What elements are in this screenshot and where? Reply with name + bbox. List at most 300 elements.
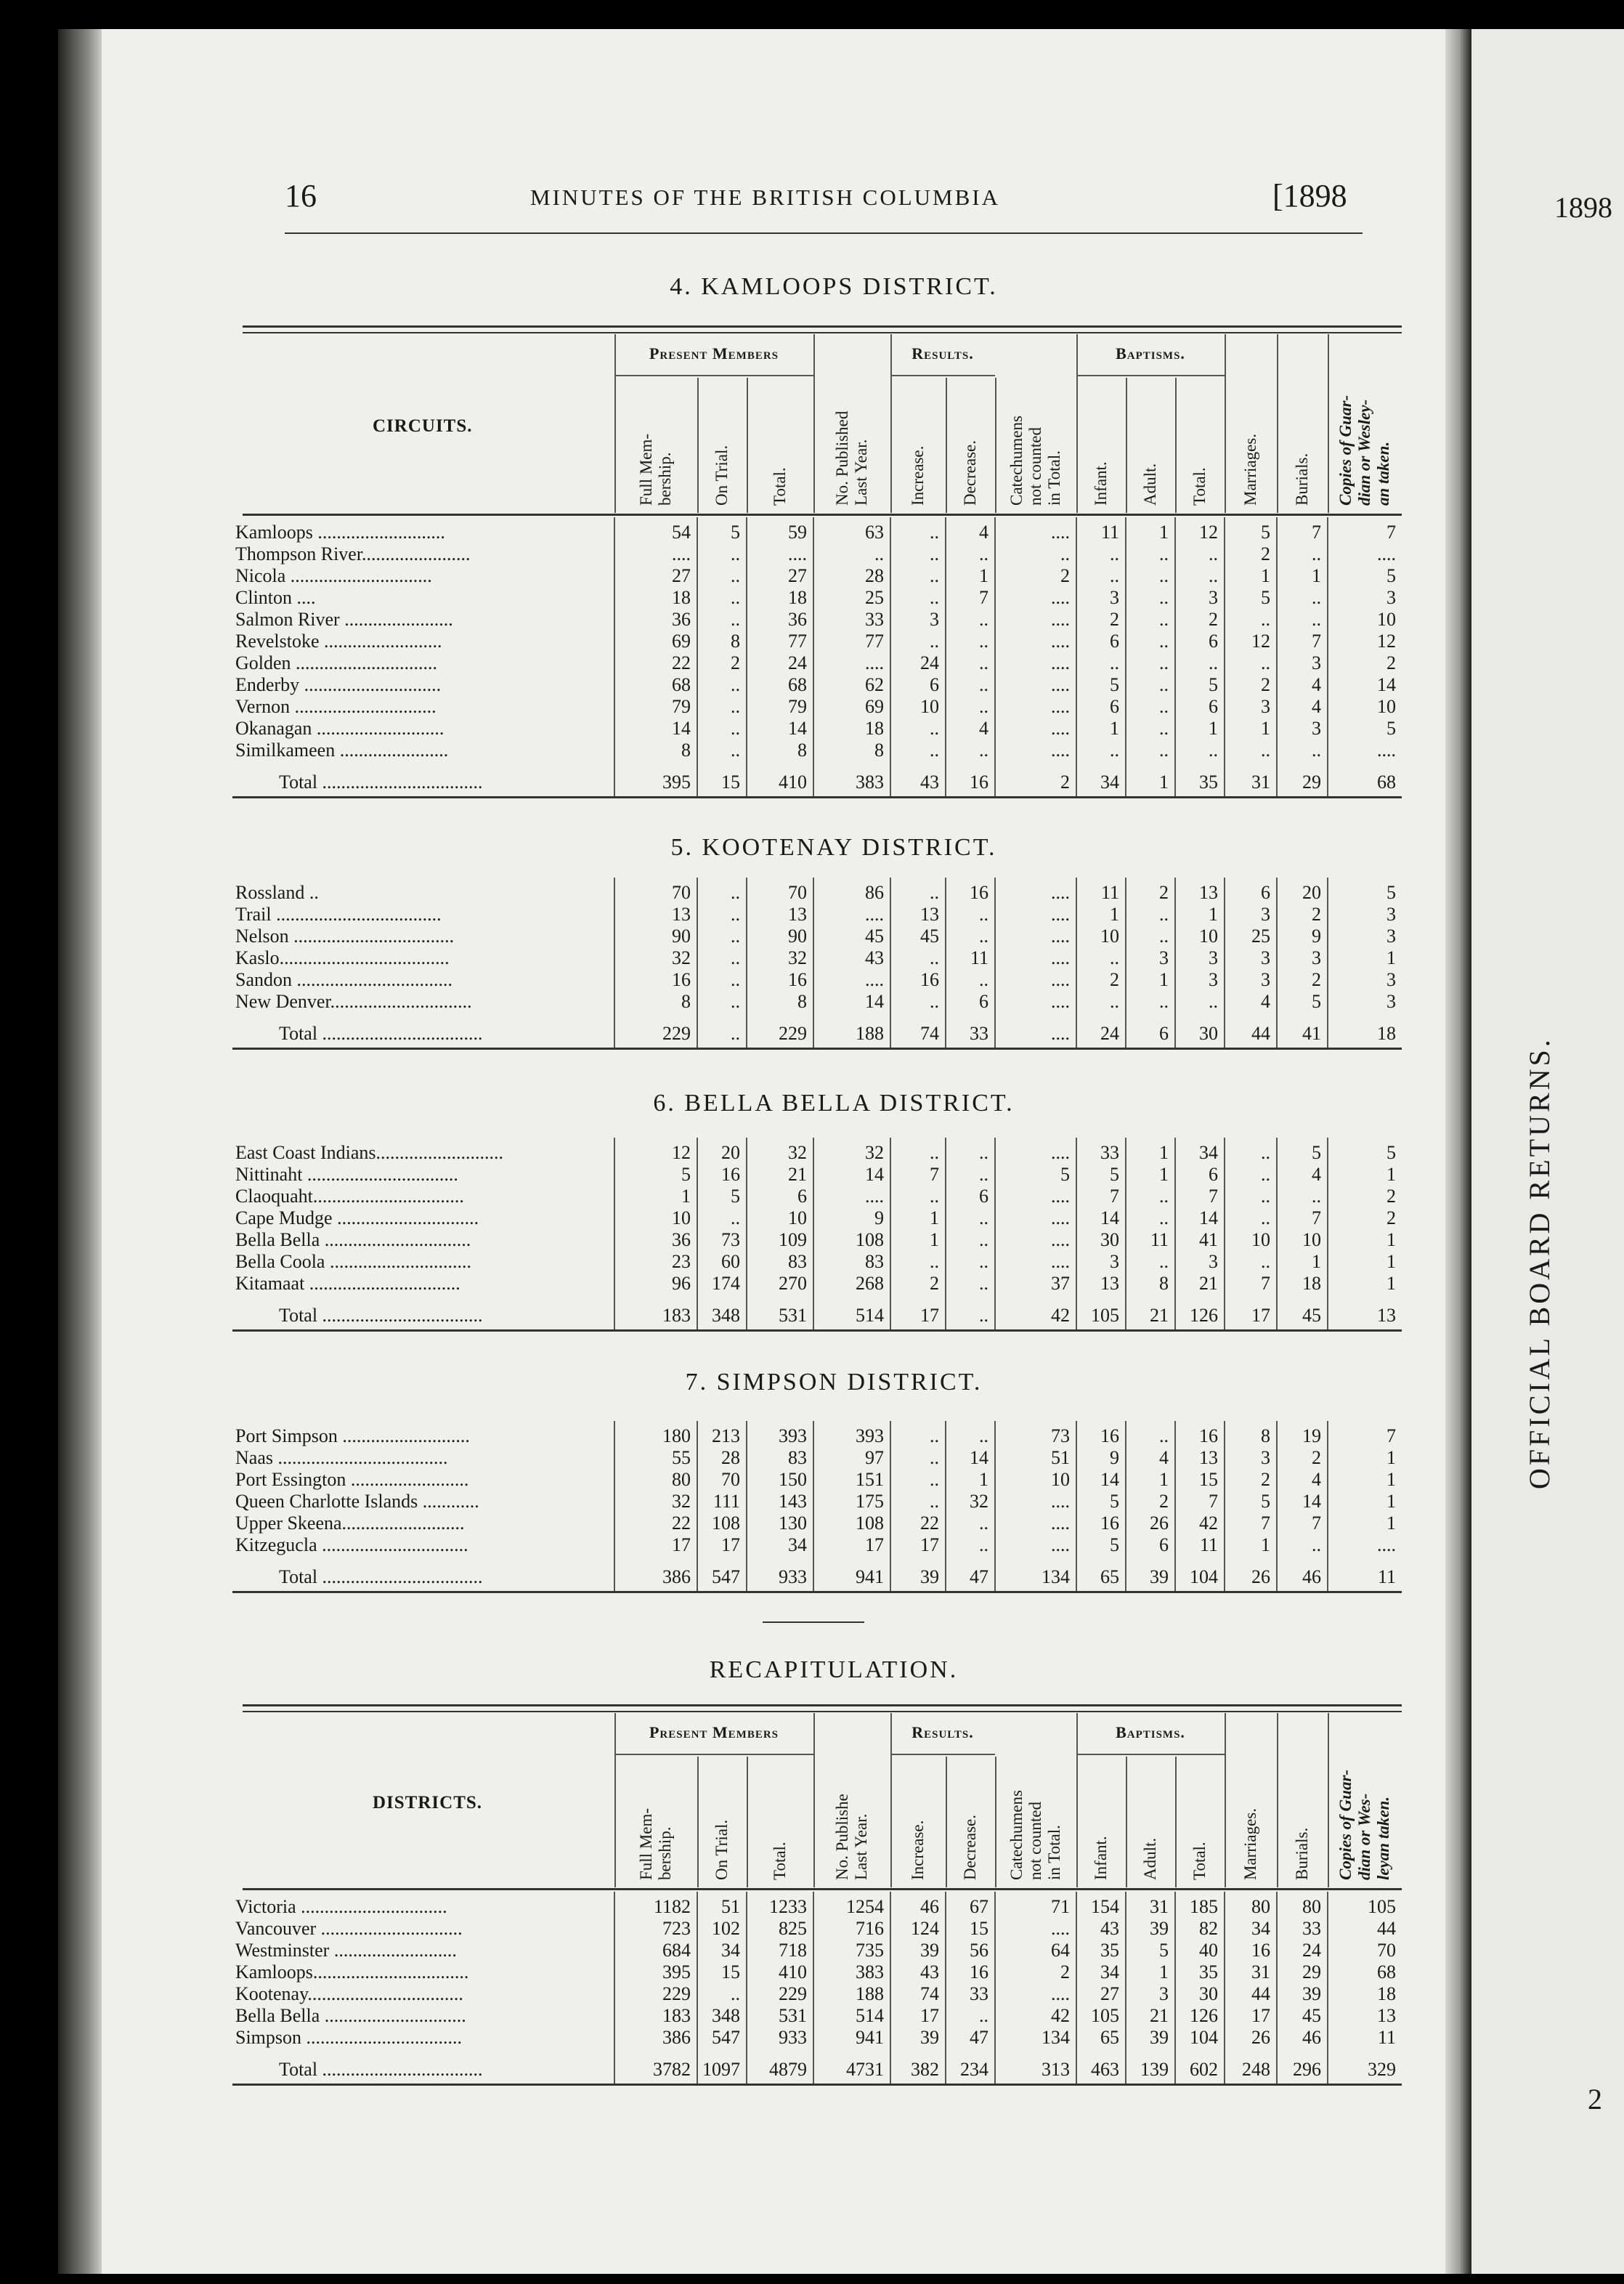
cell-value: 33 bbox=[1076, 1138, 1126, 1164]
cell-value: 83 bbox=[747, 1251, 813, 1273]
cell-value: 27 bbox=[614, 565, 697, 587]
cell-value: 154 bbox=[1076, 1892, 1126, 1918]
cell-value: 3 bbox=[1277, 652, 1328, 674]
cell-value: 39 bbox=[1126, 2027, 1175, 2049]
cell-value: 531 bbox=[747, 2005, 813, 2027]
total-label: Total .................................. bbox=[232, 2049, 614, 2085]
column-divider bbox=[946, 378, 947, 513]
row-name: Nicola .............................. bbox=[235, 565, 432, 586]
column-heading-text: Total. bbox=[771, 1842, 789, 1880]
cell-value: .. bbox=[890, 1251, 946, 1273]
cell-value: 23 bbox=[614, 1251, 697, 1273]
total-value: .. bbox=[697, 1013, 747, 1049]
cell-value: 11 bbox=[1328, 2027, 1402, 2049]
table-row bbox=[232, 1469, 1402, 1491]
cell-value: .... bbox=[995, 609, 1076, 631]
cell-value: .. bbox=[946, 1534, 995, 1556]
cell-value: .. bbox=[1126, 565, 1175, 587]
cell-value: 17 bbox=[890, 2005, 946, 2027]
cell-value: 11 bbox=[946, 947, 995, 969]
row-name: Nelson .................................. bbox=[235, 926, 455, 947]
cell-value: 39 bbox=[1277, 1983, 1328, 2005]
cell-value: 2 bbox=[1126, 1491, 1175, 1512]
cell-value: 1 bbox=[1126, 1469, 1175, 1491]
cell-value: 6 bbox=[1175, 696, 1225, 718]
total-value: 6 bbox=[1126, 1013, 1175, 1049]
cell-value: 105 bbox=[1076, 2005, 1126, 2027]
cell-value: 5 bbox=[1225, 587, 1277, 609]
cell-value: .... bbox=[813, 904, 890, 926]
row-name: East Coast Indians........................... bbox=[235, 1142, 504, 1163]
table-row bbox=[232, 1940, 1402, 1961]
cell-value: 6 bbox=[946, 1186, 995, 1207]
header-bottom-rule bbox=[243, 514, 1402, 516]
table-row bbox=[232, 1512, 1402, 1534]
cell-value: 5 bbox=[1225, 1491, 1277, 1512]
total-row bbox=[232, 1556, 1402, 1592]
cell-value: .. bbox=[890, 565, 946, 587]
column-divider bbox=[813, 1713, 815, 1887]
cell-value: 5 bbox=[697, 517, 747, 543]
cell-value: .. bbox=[890, 718, 946, 740]
cell-value: .. bbox=[1225, 1138, 1277, 1164]
cell-value: 2 bbox=[1175, 609, 1225, 631]
column-heading-text: Copies of Guar- dian or Wes- leyan taken. bbox=[1336, 1769, 1392, 1880]
cell-value: 5 bbox=[995, 1164, 1076, 1186]
cell-value: 30 bbox=[1076, 1229, 1126, 1251]
cell-value: 41 bbox=[1175, 1229, 1225, 1251]
cell-value: 213 bbox=[697, 1421, 747, 1447]
cell-value: 5 bbox=[1277, 1138, 1328, 1164]
cell-value: 941 bbox=[813, 2027, 890, 2049]
cell-value: 1 bbox=[946, 1469, 995, 1491]
cell-value: 1 bbox=[1076, 718, 1126, 740]
total-value: 933 bbox=[747, 1556, 813, 1592]
cell-value: .. bbox=[1126, 740, 1175, 761]
cell-value: 3 bbox=[1225, 969, 1277, 991]
cell-value: 3 bbox=[1175, 947, 1225, 969]
column-heading-text: On Trial. bbox=[712, 1819, 731, 1880]
total-value: 68 bbox=[1328, 761, 1402, 798]
cell-value: 33 bbox=[1277, 1918, 1328, 1940]
total-value: 46 bbox=[1277, 1556, 1328, 1592]
cell-value: 16 bbox=[946, 878, 995, 904]
cell-value: 32 bbox=[813, 1138, 890, 1164]
table-row bbox=[232, 1273, 1402, 1295]
column-heading-text: Adult. bbox=[1141, 463, 1159, 506]
row-name: Clinton .... bbox=[235, 587, 316, 608]
cell-value: 59 bbox=[747, 517, 813, 543]
group-heading: Results. bbox=[912, 1723, 974, 1741]
cell-value: 33 bbox=[946, 1983, 995, 2005]
cell-value: 5 bbox=[1225, 517, 1277, 543]
cell-value: 3 bbox=[1277, 718, 1328, 740]
cell-value: 1 bbox=[1328, 1164, 1402, 1186]
total-value: 1 bbox=[1126, 761, 1175, 798]
cell-value: .. bbox=[946, 740, 995, 761]
total-value: 26 bbox=[1225, 1556, 1277, 1592]
row-name: Vernon .............................. bbox=[235, 696, 437, 717]
row-name: Westminster .......................... bbox=[235, 1940, 457, 1961]
cell-value: .. bbox=[1225, 1207, 1277, 1229]
cell-value: .... bbox=[995, 1138, 1076, 1164]
cell-value: 8 bbox=[614, 991, 697, 1013]
cell-value: 32 bbox=[946, 1491, 995, 1512]
total-value: 44 bbox=[1225, 1013, 1277, 1049]
year: [1898 bbox=[1272, 178, 1347, 214]
cell-value: .. bbox=[697, 926, 747, 947]
cell-value: 70 bbox=[697, 1469, 747, 1491]
cell-value: 51 bbox=[697, 1892, 747, 1918]
total-value: 104 bbox=[1175, 1556, 1225, 1592]
group-heading-rule bbox=[614, 375, 813, 376]
column-divider bbox=[1175, 1757, 1177, 1887]
cell-value: .. bbox=[697, 696, 747, 718]
cell-value: 67 bbox=[946, 1892, 995, 1918]
total-value: 24 bbox=[1076, 1013, 1126, 1049]
cell-value: .. bbox=[1076, 740, 1126, 761]
cell-value: 3 bbox=[1225, 1447, 1277, 1469]
cell-value: 17 bbox=[813, 1534, 890, 1556]
column-divider bbox=[1175, 378, 1177, 513]
cell-value: .. bbox=[1225, 1164, 1277, 1186]
cell-value: 7 bbox=[1277, 1512, 1328, 1534]
total-value: 17 bbox=[1225, 1295, 1277, 1331]
cell-value: 27 bbox=[747, 565, 813, 587]
total-value: 4879 bbox=[747, 2049, 813, 2085]
cell-value: .. bbox=[995, 543, 1076, 565]
cell-value: 13 bbox=[1076, 1273, 1126, 1295]
row-name: Thompson River....................... bbox=[235, 543, 471, 564]
header-top-rule bbox=[243, 325, 1402, 333]
cell-value: 11 bbox=[1126, 1229, 1175, 1251]
column-divider bbox=[1126, 1757, 1127, 1887]
stats-table bbox=[232, 878, 1402, 1050]
cell-value: 7 bbox=[1277, 631, 1328, 652]
cell-value: 14 bbox=[1328, 674, 1402, 696]
cell-value: .... bbox=[995, 740, 1076, 761]
cell-value: 21 bbox=[1175, 1273, 1225, 1295]
row-name: Port Essington ......................... bbox=[235, 1469, 469, 1490]
cell-value: 8 bbox=[1126, 1273, 1175, 1295]
cell-value: 44 bbox=[1328, 1918, 1402, 1940]
cell-value: 43 bbox=[890, 1961, 946, 1983]
total-value: 17 bbox=[890, 1295, 946, 1331]
cell-value: 18 bbox=[1328, 1983, 1402, 2005]
cell-value: 6 bbox=[1076, 696, 1126, 718]
cell-value: 36 bbox=[747, 609, 813, 631]
total-value: 30 bbox=[1175, 1013, 1225, 1049]
cell-value: .. bbox=[1175, 543, 1225, 565]
row-name: Kitzegucla ............................... bbox=[235, 1534, 468, 1555]
cell-value: 13 bbox=[747, 904, 813, 926]
table-row bbox=[232, 740, 1402, 761]
section-title-kamloops: 4. KAMLOOPS DISTRICT. bbox=[670, 273, 998, 300]
cell-value: 34 bbox=[1076, 1961, 1126, 1983]
total-value: 183 bbox=[614, 1295, 697, 1331]
cell-value: .. bbox=[890, 1421, 946, 1447]
cell-value: 90 bbox=[614, 926, 697, 947]
cell-value: 1 bbox=[1328, 1251, 1402, 1273]
cell-value: 6 bbox=[1175, 1164, 1225, 1186]
cell-value: 37 bbox=[995, 1273, 1076, 1295]
table-row bbox=[232, 1229, 1402, 1251]
cell-value: 3 bbox=[1225, 947, 1277, 969]
cell-value: 69 bbox=[614, 631, 697, 652]
cell-value: .. bbox=[1076, 652, 1126, 674]
cell-value: 1 bbox=[1277, 1251, 1328, 1273]
total-value: 74 bbox=[890, 1013, 946, 1049]
table-row bbox=[232, 609, 1402, 631]
column-heading-text: Full Mem- bership. bbox=[637, 1807, 674, 1880]
cell-value: 105 bbox=[1328, 1892, 1402, 1918]
first-column-heading: DISTRICTS. bbox=[373, 1793, 483, 1813]
total-value: 3782 bbox=[614, 2049, 697, 2085]
table-row bbox=[232, 1983, 1402, 2005]
group-heading: Baptisms. bbox=[1116, 344, 1185, 363]
group-heading-rule bbox=[890, 1754, 995, 1755]
column-heading-text: No. Publishe Last Year. bbox=[833, 1794, 870, 1880]
cell-value: .. bbox=[697, 969, 747, 991]
cell-value: .. bbox=[946, 1273, 995, 1295]
cell-value: 82 bbox=[1175, 1918, 1225, 1940]
cell-value: 1 bbox=[890, 1229, 946, 1251]
total-label: Total .................................. bbox=[232, 761, 614, 798]
cell-value: 10 bbox=[1076, 926, 1126, 947]
total-label: Total .................................. bbox=[232, 1556, 614, 1592]
cell-value: 1 bbox=[1328, 1273, 1402, 1295]
table-row bbox=[232, 969, 1402, 991]
cell-value: .. bbox=[697, 587, 747, 609]
cell-value: 19 bbox=[1277, 1421, 1328, 1447]
column-heading-text: On Trial. bbox=[712, 445, 731, 506]
total-value: 383 bbox=[813, 761, 890, 798]
cell-value: .. bbox=[1076, 947, 1126, 969]
column-divider bbox=[813, 334, 815, 513]
cell-value: 51 bbox=[995, 1447, 1076, 1469]
cell-value: .. bbox=[1175, 565, 1225, 587]
cell-value: .. bbox=[697, 543, 747, 565]
header-rule bbox=[285, 232, 1363, 234]
table-row bbox=[232, 1164, 1402, 1186]
cell-value: 36 bbox=[614, 609, 697, 631]
cell-value: 15 bbox=[697, 1961, 747, 1983]
cell-value: 43 bbox=[813, 947, 890, 969]
cell-value: 4 bbox=[1126, 1447, 1175, 1469]
cell-value: .. bbox=[946, 1164, 995, 1186]
table-row bbox=[232, 1421, 1402, 1447]
total-value: 188 bbox=[813, 1013, 890, 1049]
column-divider bbox=[1225, 334, 1226, 513]
total-label: Total .................................. bbox=[232, 1013, 614, 1049]
cell-value: .. bbox=[946, 926, 995, 947]
cell-value: 12 bbox=[614, 1138, 697, 1164]
running-title: MINUTES OF THE BRITISH COLUMBIA bbox=[530, 185, 1001, 210]
cell-value: 735 bbox=[813, 1940, 890, 1961]
cell-value: .... bbox=[995, 517, 1076, 543]
cell-value: 1233 bbox=[747, 1892, 813, 1918]
cell-value: .. bbox=[1277, 1186, 1328, 1207]
cell-value: .. bbox=[946, 1138, 995, 1164]
cell-value: 1 bbox=[1126, 1138, 1175, 1164]
row-name: Vancouver .............................. bbox=[235, 1918, 463, 1939]
cell-value: 393 bbox=[813, 1421, 890, 1447]
cell-value: 10 bbox=[1225, 1229, 1277, 1251]
cell-value: .. bbox=[890, 1138, 946, 1164]
cell-value: .... bbox=[995, 652, 1076, 674]
total-value: 2 bbox=[995, 761, 1076, 798]
cell-value: 383 bbox=[813, 1961, 890, 1983]
row-name: Enderby ............................. bbox=[235, 674, 442, 695]
cell-value: 10 bbox=[1277, 1229, 1328, 1251]
cell-value: .. bbox=[1126, 543, 1175, 565]
cell-value: 43 bbox=[1076, 1918, 1126, 1940]
cell-value: .. bbox=[1277, 740, 1328, 761]
cell-value: .... bbox=[995, 947, 1076, 969]
table-row bbox=[232, 517, 1402, 543]
cell-value: 21 bbox=[1126, 2005, 1175, 2027]
cell-value: 7 bbox=[1175, 1491, 1225, 1512]
cell-value: 3 bbox=[1175, 587, 1225, 609]
table-row bbox=[232, 947, 1402, 969]
cell-value: 348 bbox=[697, 2005, 747, 2027]
cell-value: 32 bbox=[614, 947, 697, 969]
cell-value: 1 bbox=[1225, 565, 1277, 587]
cell-value: 130 bbox=[747, 1512, 813, 1534]
table-row bbox=[232, 565, 1402, 587]
cell-value: 174 bbox=[697, 1273, 747, 1295]
total-value: .... bbox=[995, 1013, 1076, 1049]
cell-value: 80 bbox=[1225, 1892, 1277, 1918]
cell-value: 20 bbox=[1277, 878, 1328, 904]
row-name: Golden .............................. bbox=[235, 652, 438, 673]
cell-value: 68 bbox=[1328, 1961, 1402, 1983]
cell-value: .. bbox=[890, 543, 946, 565]
table-row bbox=[232, 696, 1402, 718]
group-heading: Present Members bbox=[649, 1723, 779, 1741]
cell-value: 30 bbox=[1175, 1983, 1225, 2005]
total-value: 15 bbox=[697, 761, 747, 798]
recapitulation-title: RECAPITULATION. bbox=[709, 1656, 959, 1683]
group-heading-rule bbox=[1076, 375, 1225, 376]
cell-value: 1 bbox=[1225, 1534, 1277, 1556]
cell-value: 14 bbox=[813, 1164, 890, 1186]
cell-value: .. bbox=[1277, 587, 1328, 609]
cell-value: .... bbox=[995, 696, 1076, 718]
total-row bbox=[232, 2049, 1402, 2085]
section-divider bbox=[763, 1621, 864, 1623]
cell-value: 1 bbox=[1126, 1961, 1175, 1983]
total-value: 35 bbox=[1175, 761, 1225, 798]
cell-value: 90 bbox=[747, 926, 813, 947]
total-value: 65 bbox=[1076, 1556, 1126, 1592]
cell-value: 11 bbox=[1175, 1534, 1225, 1556]
cell-value: .. bbox=[1076, 543, 1126, 565]
total-value: 134 bbox=[995, 1556, 1076, 1592]
cell-value: .. bbox=[1126, 609, 1175, 631]
cell-value: 933 bbox=[747, 2027, 813, 2049]
cell-value: 102 bbox=[697, 1918, 747, 1940]
cell-value: .... bbox=[995, 904, 1076, 926]
cell-value: 185 bbox=[1175, 1892, 1225, 1918]
cell-value: .. bbox=[1277, 1534, 1328, 1556]
cell-value: .. bbox=[1175, 652, 1225, 674]
cell-value: 3 bbox=[1277, 947, 1328, 969]
cell-value: 18 bbox=[614, 587, 697, 609]
cell-value: .. bbox=[946, 543, 995, 565]
cell-value: 8 bbox=[614, 740, 697, 761]
row-name: Naas .................................... bbox=[235, 1447, 448, 1468]
cell-value: 108 bbox=[697, 1512, 747, 1534]
cell-value: 70 bbox=[614, 878, 697, 904]
cell-value: .... bbox=[1328, 543, 1402, 565]
cell-value: .. bbox=[697, 740, 747, 761]
cell-value: .. bbox=[890, 991, 946, 1013]
cell-value: 96 bbox=[614, 1273, 697, 1295]
cell-value: 18 bbox=[747, 587, 813, 609]
cell-value: .. bbox=[697, 609, 747, 631]
table-row bbox=[232, 631, 1402, 652]
cell-value: .... bbox=[995, 1512, 1076, 1534]
cell-value: 73 bbox=[697, 1229, 747, 1251]
table-row bbox=[232, 1491, 1402, 1512]
cell-value: 1254 bbox=[813, 1892, 890, 1918]
cell-value: 7 bbox=[1328, 517, 1402, 543]
cell-value: 17 bbox=[1225, 2005, 1277, 2027]
cell-value: 134 bbox=[995, 2027, 1076, 2049]
cell-value: 4 bbox=[1225, 991, 1277, 1013]
cell-value: .. bbox=[697, 1983, 747, 2005]
cell-value: 17 bbox=[614, 1534, 697, 1556]
cell-value: 2 bbox=[1225, 543, 1277, 565]
cell-value: 716 bbox=[813, 1918, 890, 1940]
cell-value: .. bbox=[946, 674, 995, 696]
cell-value: .. bbox=[946, 1421, 995, 1447]
total-value: 139 bbox=[1126, 2049, 1175, 2085]
total-value: 16 bbox=[946, 761, 995, 798]
total-value: 43 bbox=[890, 761, 946, 798]
cell-value: 17 bbox=[890, 1534, 946, 1556]
cell-value: 56 bbox=[946, 1940, 995, 1961]
cell-value: .. bbox=[890, 740, 946, 761]
cell-value: 46 bbox=[1277, 2027, 1328, 2049]
group-heading-rule bbox=[1076, 1754, 1225, 1755]
cell-value: 14 bbox=[1277, 1491, 1328, 1512]
total-value: 42 bbox=[995, 1295, 1076, 1331]
circuits-table-header bbox=[232, 325, 1402, 516]
column-heading-text: Burials. bbox=[1293, 453, 1311, 506]
cell-value: 42 bbox=[1175, 1512, 1225, 1534]
table-row bbox=[232, 718, 1402, 740]
cell-value: 825 bbox=[747, 1918, 813, 1940]
cell-value: 2 bbox=[697, 652, 747, 674]
total-value: 514 bbox=[813, 1295, 890, 1331]
cell-value: 35 bbox=[1175, 1961, 1225, 1983]
cell-value: 65 bbox=[1076, 2027, 1126, 2049]
column-divider bbox=[1328, 1713, 1329, 1887]
cell-value: .... bbox=[995, 674, 1076, 696]
section-title-bella-bella: 6. BELLA BELLA DISTRICT. bbox=[653, 1090, 1015, 1117]
cell-value: 7 bbox=[1277, 517, 1328, 543]
cell-value: .. bbox=[1225, 1186, 1277, 1207]
cell-value: 1182 bbox=[614, 1892, 697, 1918]
cell-value: 229 bbox=[614, 1983, 697, 2005]
cell-value: .. bbox=[813, 543, 890, 565]
cell-value: .... bbox=[995, 1186, 1076, 1207]
cell-value: .. bbox=[1126, 1207, 1175, 1229]
cell-value: 77 bbox=[747, 631, 813, 652]
kamloops-table bbox=[232, 517, 1402, 798]
